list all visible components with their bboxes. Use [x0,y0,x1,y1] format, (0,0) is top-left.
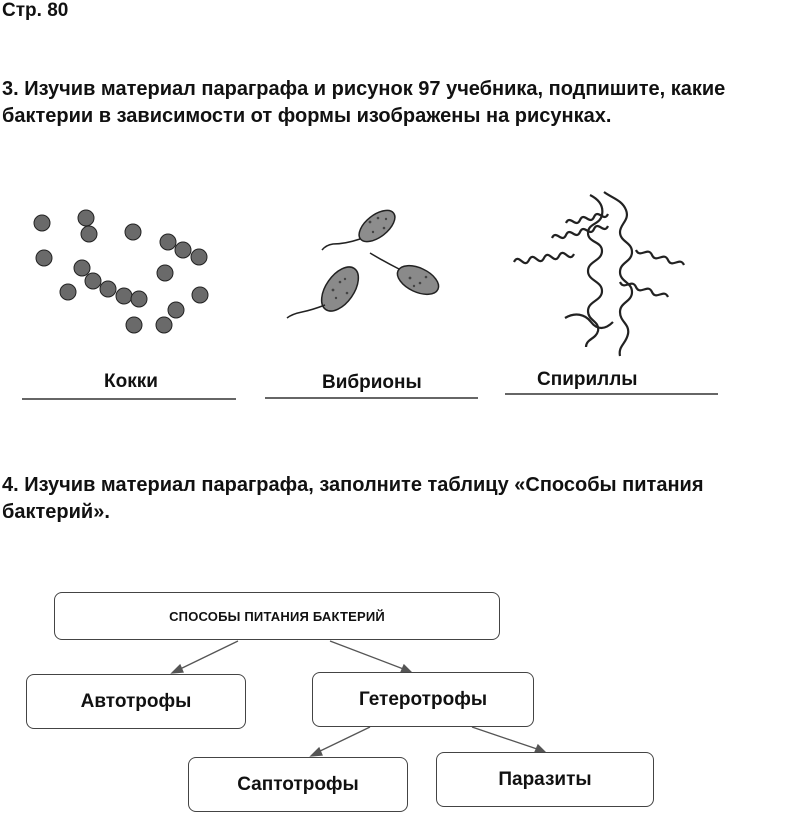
spirilla-drawing [514,192,684,356]
saprotrophs-box [188,757,408,812]
caption-vibrios: Вибрионы [322,372,422,393]
caption-spirilla: Спириллы [537,369,638,390]
saprotrophs-label: Саптотрофы [237,773,359,795]
scheme-root-label: СПОСОБЫ ПИТАНИЯ БАКТЕРИЙ [169,608,385,624]
autotrophs-box [26,674,246,729]
task-3-text: 3. Изучив материал параграфа и рисунок 97 учебника, подпишите, какие бактерии в зависимости от формы изображены на рисунках. [2,78,726,127]
task-4-text: 4. Изучив материал параграфа, заполните таблицу «Способы питания бактерий». [2,474,704,523]
scheme-root-box [54,592,500,640]
page-label: Стр. 80 [2,0,69,21]
autotrophs-label: Автотрофы [80,690,192,712]
heterotrophs-label: Гетеротрофы [358,688,488,710]
parasites-label: Паразиты [498,768,592,790]
caption-cocci: Кокки [104,371,158,392]
heterotrophs-box [312,672,534,727]
parasites-box [436,752,654,807]
cocci-drawing [34,210,208,333]
vibrio-drawing [287,204,443,318]
